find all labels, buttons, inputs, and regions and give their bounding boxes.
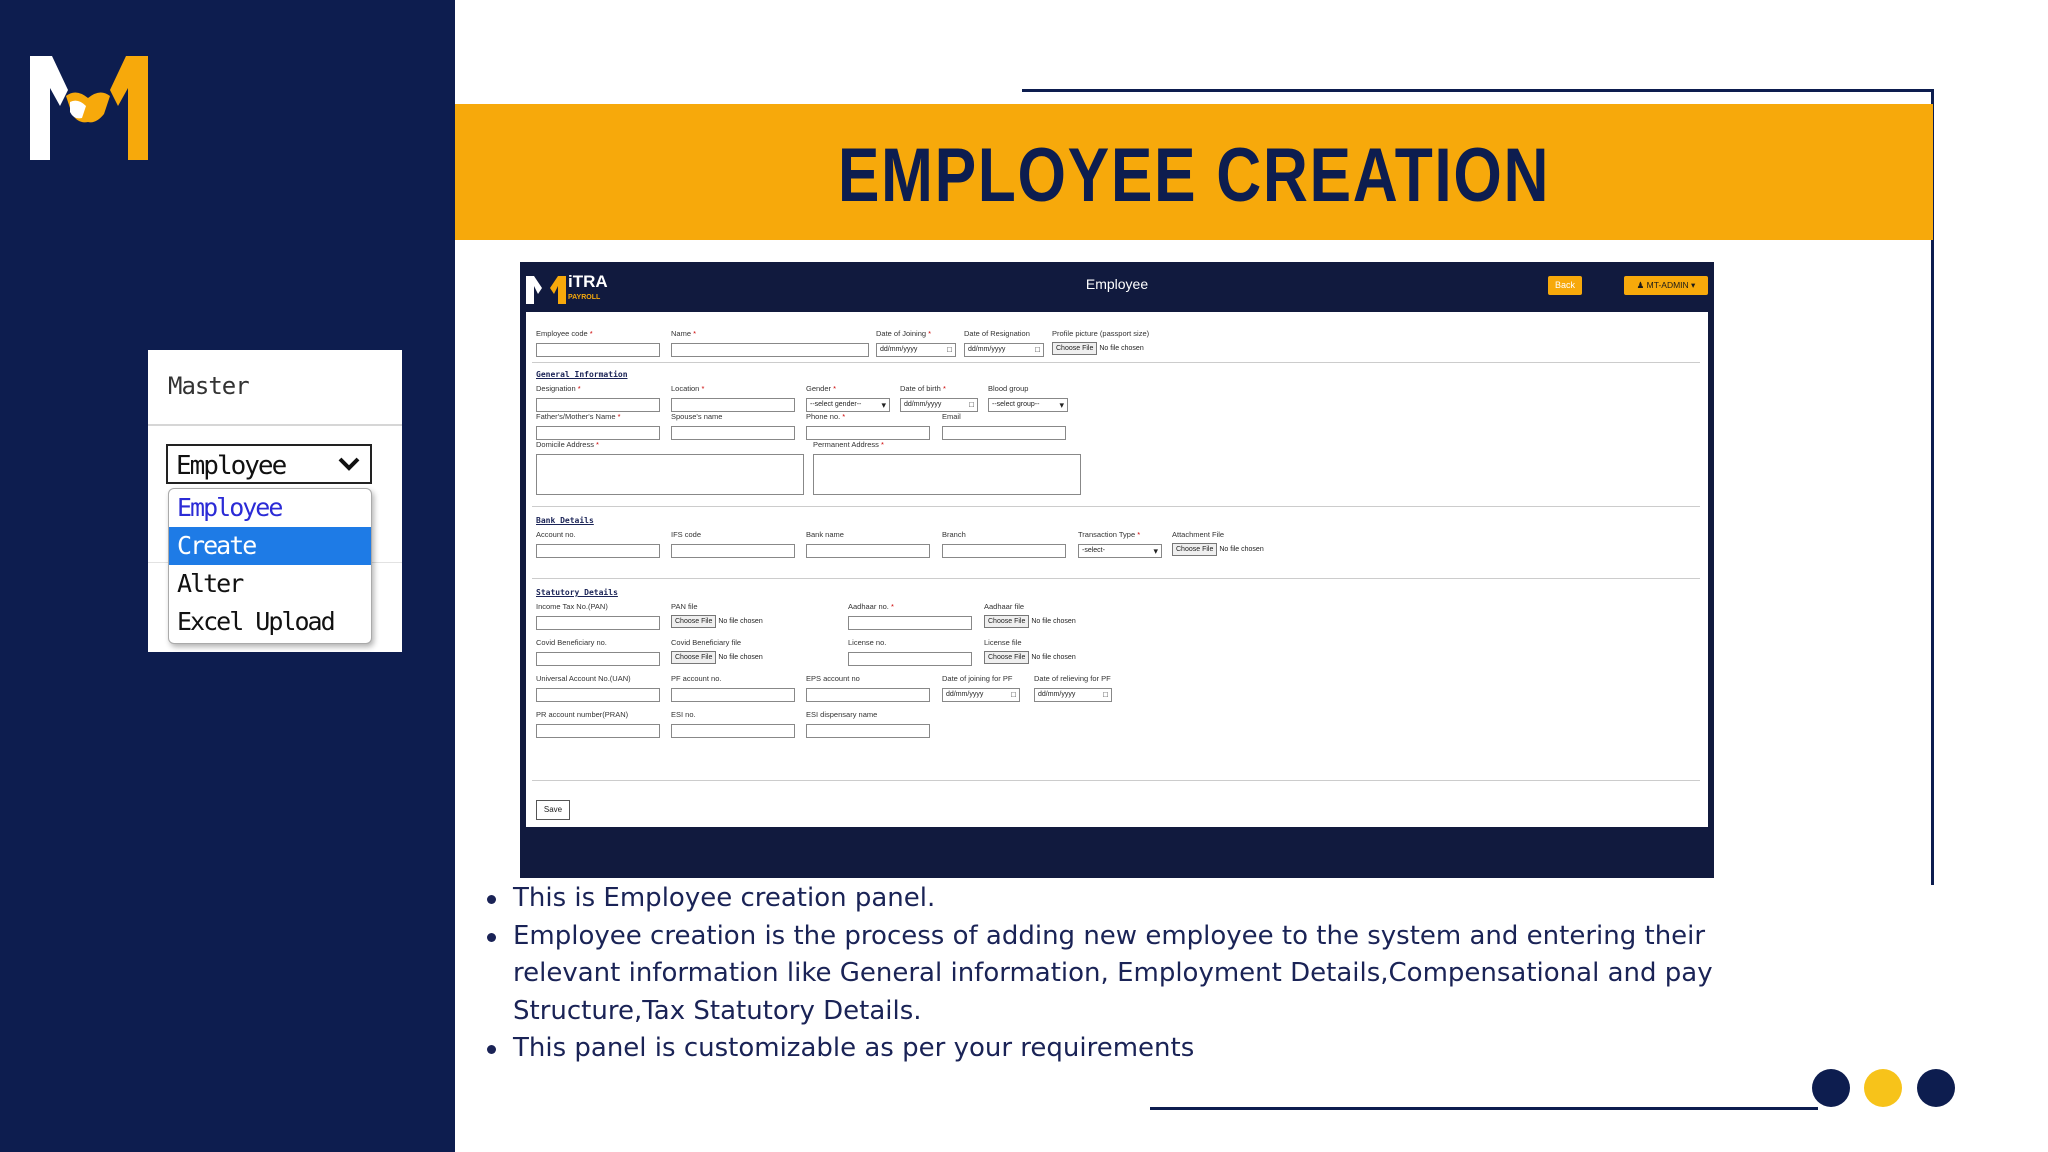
app-logo-text: iTRA bbox=[568, 272, 608, 291]
field-label: Covid Beneficiary no. bbox=[536, 638, 607, 647]
list-item: This is Employee creation panel. bbox=[485, 880, 1805, 918]
divider bbox=[532, 780, 1700, 781]
parent-name-input[interactable] bbox=[536, 426, 660, 440]
field-label: Permanent Address * bbox=[813, 440, 884, 449]
divider bbox=[532, 506, 1700, 507]
field-label: Domicile Address * bbox=[536, 440, 599, 449]
field-label: Bank name bbox=[806, 530, 844, 539]
dropdown-option-excel-upload[interactable]: Excel Upload bbox=[177, 607, 334, 636]
master-dropdown bbox=[168, 488, 372, 644]
app-header bbox=[520, 262, 1714, 312]
blood-group-select[interactable]: --select group-- ▾ bbox=[988, 398, 1068, 412]
field-label: License no. bbox=[848, 638, 887, 647]
decorative-dot bbox=[1812, 1069, 1850, 1107]
field-label: License file bbox=[984, 638, 1022, 647]
phone-input[interactable] bbox=[806, 426, 930, 440]
permanent-address-textarea[interactable] bbox=[813, 454, 1081, 495]
section-statutory-details: Statutory Details bbox=[536, 588, 618, 597]
field-label: Date of Resignation bbox=[964, 329, 1030, 338]
sidebar bbox=[0, 0, 455, 1152]
master-select[interactable] bbox=[166, 444, 372, 484]
branch-input[interactable] bbox=[942, 544, 1066, 558]
decorative-line bbox=[1022, 89, 1934, 92]
pan-input[interactable] bbox=[536, 616, 660, 630]
page-title: EMPLOYEE CREATION bbox=[837, 133, 1551, 218]
admin-menu-button[interactable]: ♟ MT-ADMIN ▾ bbox=[1624, 276, 1708, 295]
field-label: IFS code bbox=[671, 530, 702, 539]
field-label: Income Tax No.(PAN) bbox=[536, 602, 608, 611]
field-label: Covid Beneficiary file bbox=[671, 638, 742, 647]
esi-dispensary-input[interactable] bbox=[806, 724, 930, 738]
field-label: Date of relieving for PF bbox=[1034, 674, 1111, 683]
field-label: Transaction Type * bbox=[1078, 530, 1141, 539]
field-label: Aadhaar no. * bbox=[848, 602, 894, 611]
ifs-code-input[interactable] bbox=[671, 544, 795, 558]
covid-file[interactable]: Choose File No file chosen bbox=[671, 651, 763, 665]
field-label: Location * bbox=[671, 384, 705, 393]
pran-input[interactable] bbox=[536, 724, 660, 738]
license-no-input[interactable] bbox=[848, 652, 972, 666]
doj-pf-input[interactable]: dd/mm/yyyy □ bbox=[942, 688, 1020, 702]
name-input[interactable] bbox=[671, 343, 869, 357]
section-bank-details: Bank Details bbox=[536, 516, 594, 525]
dropdown-option-alter[interactable]: Alter bbox=[177, 569, 243, 598]
designation-input[interactable] bbox=[536, 398, 660, 412]
description-list bbox=[485, 880, 1805, 1068]
company-logo bbox=[30, 56, 148, 160]
divider bbox=[148, 424, 402, 426]
email-input[interactable] bbox=[942, 426, 1066, 440]
field-label: Blood group bbox=[988, 384, 1029, 393]
field-label: Spouse's name bbox=[671, 412, 723, 421]
pf-account-input[interactable] bbox=[671, 688, 795, 702]
decorative-dot bbox=[1864, 1069, 1902, 1107]
master-title: Master bbox=[168, 372, 249, 400]
pan-file[interactable]: Choose File No file chosen bbox=[671, 615, 763, 629]
license-file[interactable]: Choose File No file chosen bbox=[984, 651, 1076, 665]
field-label: Designation * bbox=[536, 384, 581, 393]
list-item: This panel is customizable as per your requirements bbox=[485, 1030, 1805, 1068]
field-label: Employee code * bbox=[536, 329, 593, 338]
field-label: Branch bbox=[942, 530, 966, 539]
back-button[interactable]: Back bbox=[1548, 276, 1582, 295]
field-label: ESI no. bbox=[671, 710, 696, 719]
uan-input[interactable] bbox=[536, 688, 660, 702]
covid-no-input[interactable] bbox=[536, 652, 660, 666]
field-label: Universal Account No.(UAN) bbox=[536, 674, 631, 683]
app-title: Employee bbox=[1085, 276, 1149, 292]
field-label: Account no. bbox=[536, 530, 576, 539]
field-label: EPS account no bbox=[806, 674, 860, 683]
date-of-birth-input[interactable]: dd/mm/yyyy □ bbox=[900, 398, 978, 412]
divider bbox=[532, 362, 1700, 363]
field-label: Aadhaar file bbox=[984, 602, 1025, 611]
list-item: Employee creation is the process of adding new employee to the system and entering their relevant information like General information, Employment Details,Compensational and pay Structure,Tax Statutory Details. bbox=[485, 918, 1805, 1031]
dropdown-option-create[interactable]: Create bbox=[169, 527, 371, 565]
master-select-value: Employee bbox=[176, 451, 286, 481]
field-label: PAN file bbox=[671, 602, 698, 611]
field-label: Name * bbox=[671, 329, 697, 338]
aadhaar-no-input[interactable] bbox=[848, 616, 972, 630]
date-of-resignation-input[interactable]: dd/mm/yyyy □ bbox=[964, 343, 1044, 357]
domicile-address-textarea[interactable] bbox=[536, 454, 804, 495]
field-label: Profile picture (passport size) bbox=[1052, 329, 1150, 338]
employee-code-input[interactable] bbox=[536, 343, 660, 357]
decorative-dot bbox=[1917, 1069, 1955, 1107]
field-label: Date of Joining * bbox=[876, 329, 932, 338]
app-logo-subtext: PAYROLL bbox=[568, 294, 601, 301]
master-menu-panel bbox=[148, 350, 402, 652]
field-label: ESI dispensary name bbox=[806, 710, 878, 719]
dor-pf-input[interactable]: dd/mm/yyyy □ bbox=[1034, 688, 1112, 702]
title-banner bbox=[455, 104, 1933, 240]
dropdown-option-employee[interactable]: Employee bbox=[177, 493, 282, 522]
save-button[interactable]: Save bbox=[536, 800, 570, 820]
chevron-down-icon bbox=[338, 456, 360, 472]
divider bbox=[532, 578, 1700, 579]
account-no-input[interactable] bbox=[536, 544, 660, 558]
section-general-info: General Information bbox=[536, 370, 628, 379]
location-input[interactable] bbox=[671, 398, 795, 412]
field-label: PR account number(PRAN) bbox=[536, 710, 629, 719]
bank-name-input[interactable] bbox=[806, 544, 930, 558]
employee-form bbox=[526, 312, 1708, 827]
spouse-name-input[interactable] bbox=[671, 426, 795, 440]
field-label: Gender * bbox=[806, 384, 837, 393]
gender-select[interactable]: --select gender-- ▾ bbox=[806, 398, 890, 412]
field-label: Email bbox=[942, 412, 961, 421]
field-label: Phone no. * bbox=[806, 412, 846, 421]
field-label: PF account no. bbox=[671, 674, 722, 683]
field-label: Attachment File bbox=[1172, 530, 1225, 539]
admin-label: MT-ADMIN bbox=[1646, 280, 1689, 290]
esi-no-input[interactable] bbox=[671, 724, 795, 738]
field-label: Date of birth * bbox=[900, 384, 946, 393]
field-label: Father's/Mother's Name * bbox=[536, 412, 621, 421]
decorative-line bbox=[1150, 1107, 1818, 1110]
date-of-joining-input[interactable]: dd/mm/yyyy □ bbox=[876, 343, 956, 357]
profile-picture-file[interactable]: Choose File No file chosen bbox=[1052, 342, 1144, 356]
transaction-type-select[interactable]: -select- ▾ bbox=[1078, 544, 1162, 558]
app-screenshot bbox=[520, 262, 1714, 878]
aadhaar-file[interactable]: Choose File No file chosen bbox=[984, 615, 1076, 629]
attachment-file[interactable]: Choose File No file chosen bbox=[1172, 543, 1264, 557]
field-label: Date of joining for PF bbox=[942, 674, 1013, 683]
eps-account-input[interactable] bbox=[806, 688, 930, 702]
